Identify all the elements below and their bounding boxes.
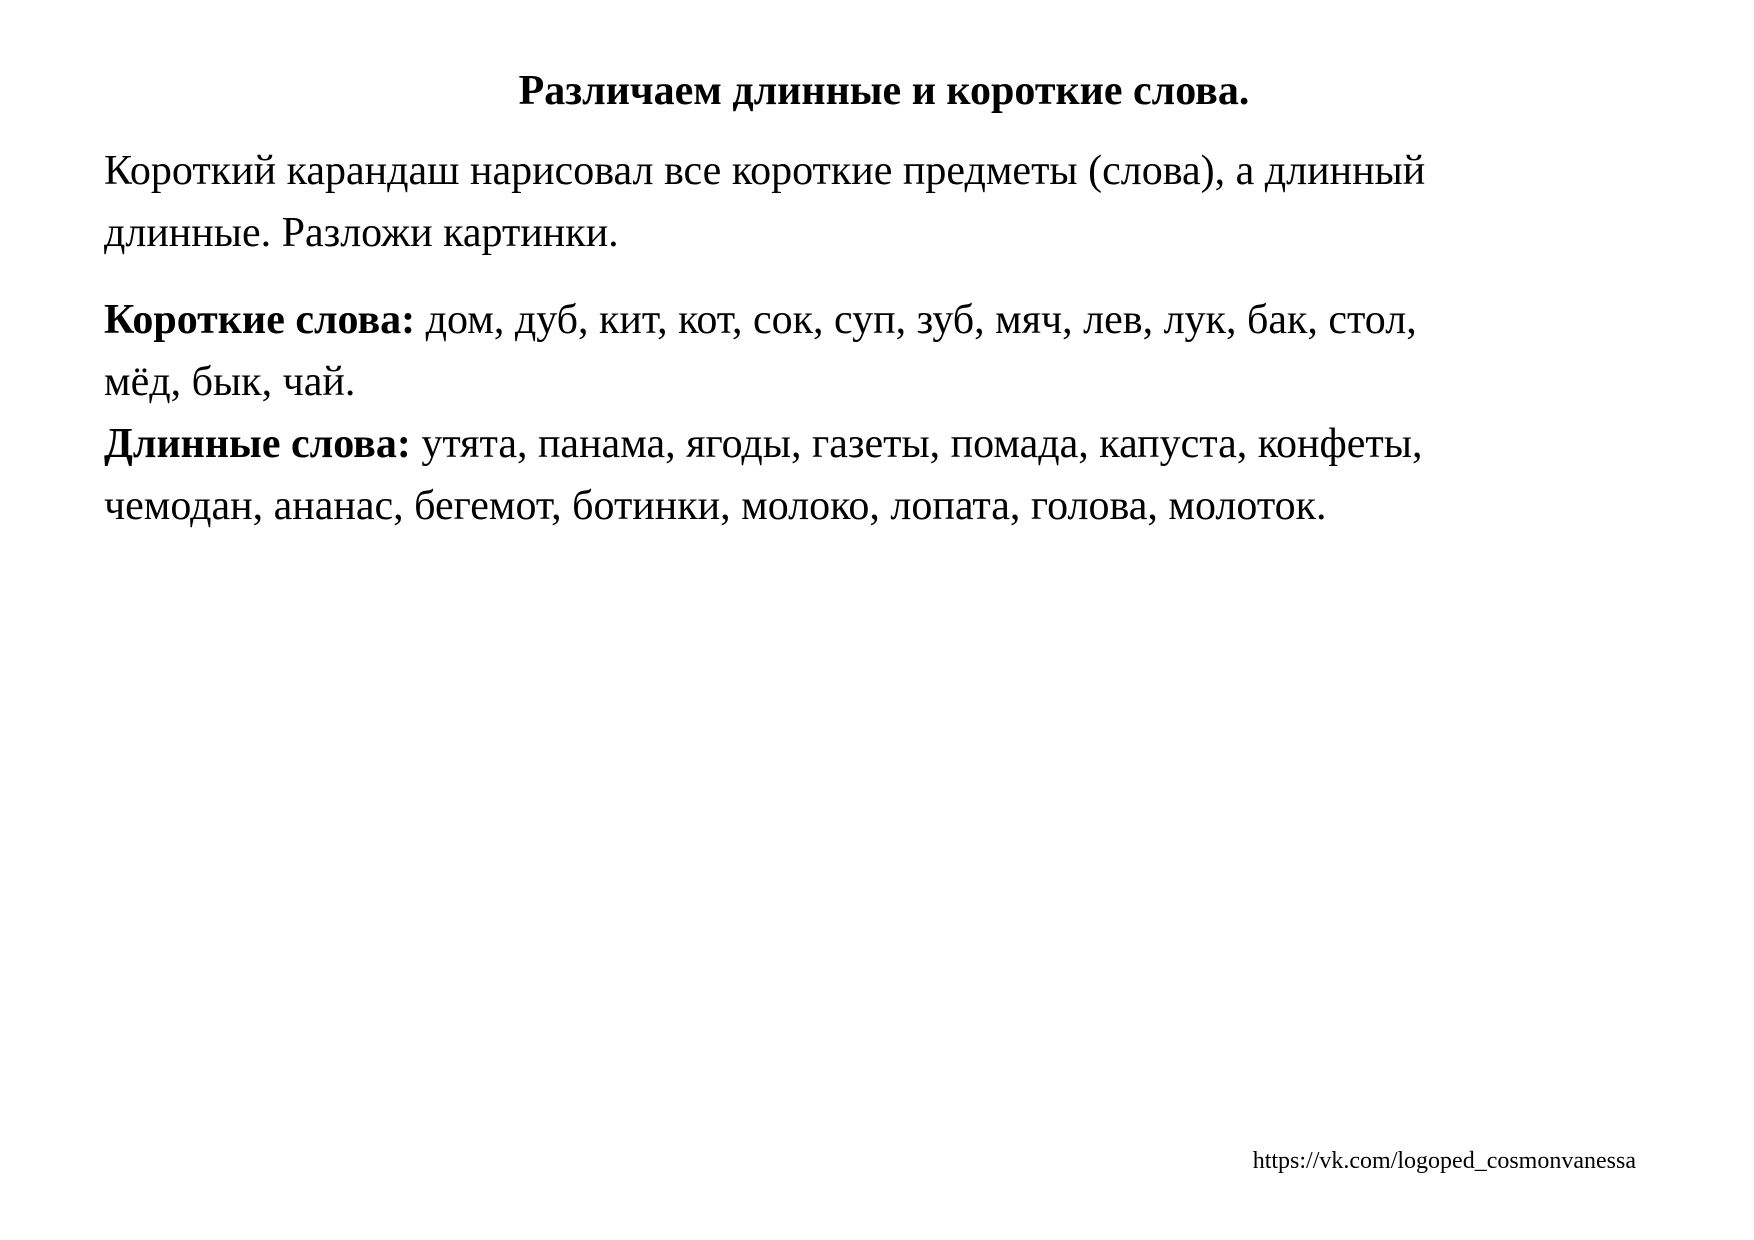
short-words-label: Короткие слова: (104, 297, 416, 343)
instruction-line-1: Короткий карандаш нарисовал все короткие предметы (слова), а длинный (104, 148, 1426, 194)
long-words-list-part-1: утята, панама, ягоды, газеты, помада, капуста, конфеты, (410, 421, 1423, 467)
short-words-paragraph (104, 289, 1624, 413)
long-words-paragraph (104, 413, 1624, 537)
short-words-list-part-2: мёд, бык, чай. (104, 359, 356, 405)
instruction-line-2: длинные. Разложи картинки. (104, 210, 619, 256)
instruction-text (104, 140, 1624, 264)
short-words-list-part-1: дом, дуб, кит, кот, сок, суп, зуб, мяч, лев, лук, бак, стол, (415, 297, 1417, 343)
long-words-label: Длинные слова: (104, 421, 411, 467)
footer-source-link: https://vk.com/logoped_cosmonvanessa (1252, 1148, 1636, 1174)
long-words-line-1 (104, 413, 1624, 475)
short-words-line-1 (104, 289, 1624, 351)
long-words-list-part-2: чемодан, ананас, бегемот, ботинки, молоко, лопата, голова, молоток. (104, 483, 1327, 529)
page-title: Различаем длинные и короткие слова. (518, 68, 1250, 114)
